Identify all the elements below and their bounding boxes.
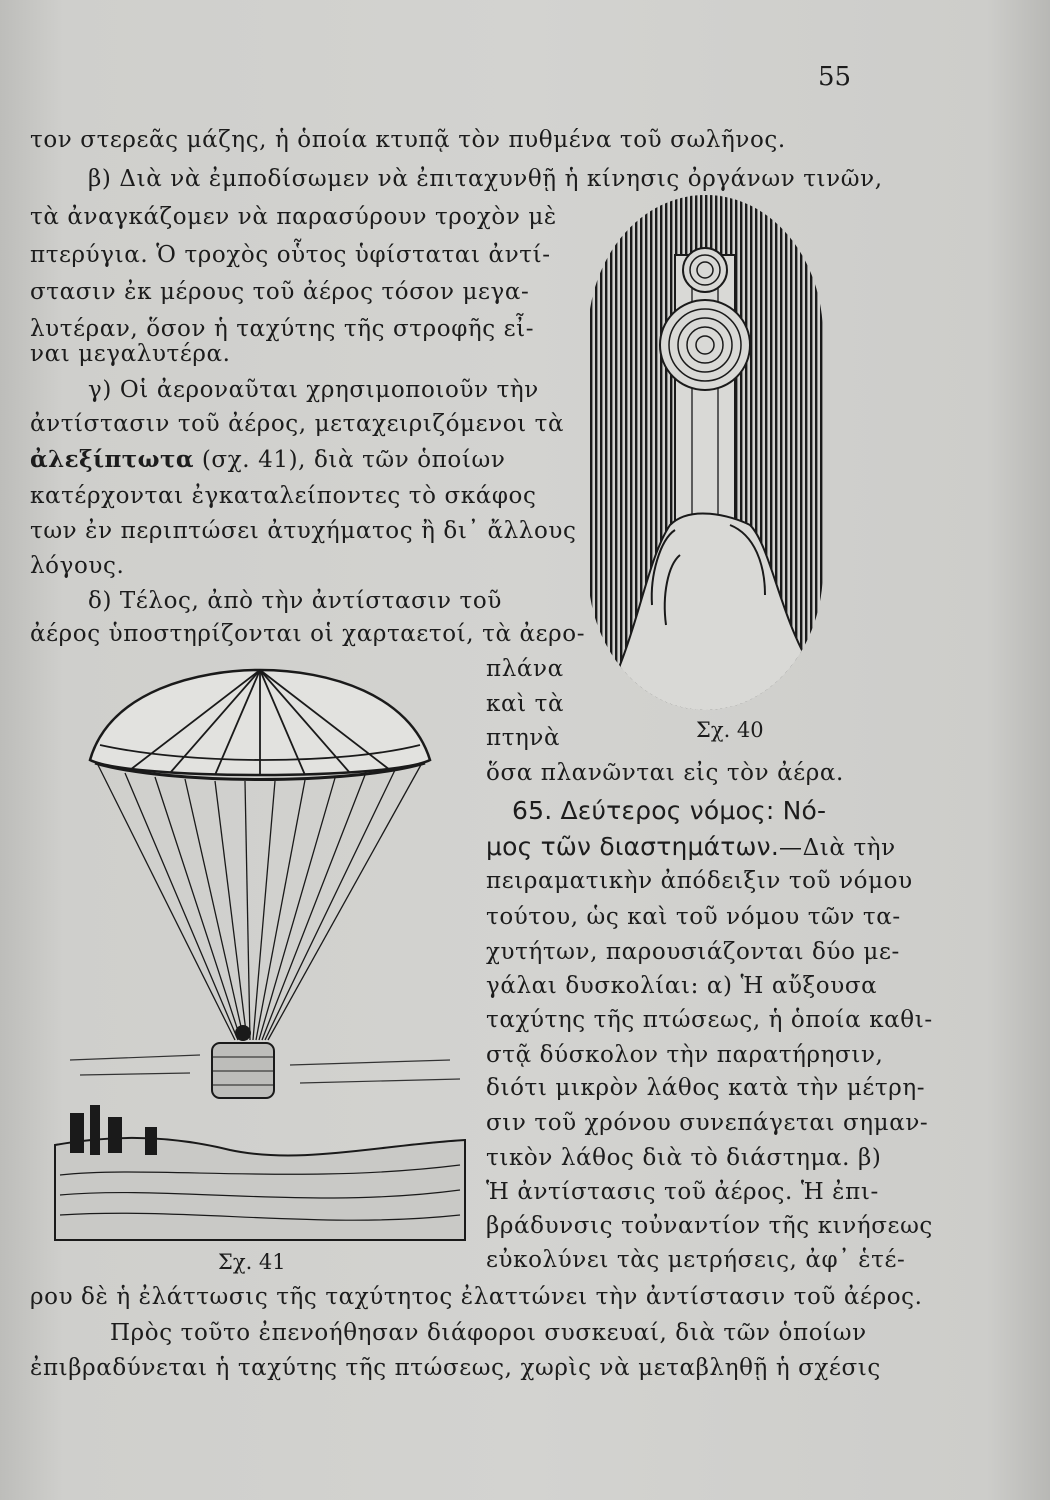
text-line: τον στερεᾶς μάζης, ἡ ὁποία κτυπᾷ τὸν πυθμένα τοῦ σωλῆνος. — [30, 127, 786, 153]
page-number: 55 — [818, 62, 852, 92]
section-heading-part: μος τῶν διαστημάτων. — [486, 832, 779, 861]
text-line: καὶ τὰ — [486, 691, 565, 717]
text-line: πειραματικὴν ἀπόδειξιν τοῦ νόμου — [486, 868, 913, 894]
text-line: ταχύτης τῆς πτώσεως, ἡ ὁποία καθι- — [486, 1007, 933, 1033]
figure-41-caption: Σχ. 41 — [218, 1250, 286, 1274]
text-line: τούτου, ὡς καὶ τοῦ νόμου τῶν τα- — [486, 904, 901, 930]
text-line: γ) Οἱ ἀεροναῦται χρησιμοποιοῦν τὴν — [88, 377, 539, 403]
text-line-alexiptota — [30, 445, 505, 475]
text-line: διότι μικρὸν λάθος κατὰ τὴν μέτρη- — [486, 1075, 926, 1101]
text-line: ναι μεγαλυτέρα. — [30, 341, 231, 367]
text-line: πλάνα — [486, 656, 564, 682]
text-line: χυτήτων, παρουσιάζονται δύο με- — [486, 939, 900, 965]
text-line: Πρὸς τοῦτο ἐπενοήθησαν διάφοροι συσκευαί, διὰ τῶν ὁποίων — [110, 1320, 867, 1346]
section-heading: 65. Δεύτερος νόμος: Νό- — [512, 796, 827, 825]
text-line: των ἐν περιπτώσει ἀτυχήματος ἢ δι᾽ ἄλλους — [30, 518, 577, 544]
text-line: Ἡ ἀντίστασις τοῦ ἀέρος. Ἡ ἐπι- — [486, 1179, 879, 1205]
text-line: βράδυνσις τοὐναντίον τῆς κινήσεως — [486, 1213, 933, 1239]
section-heading-line2 — [486, 832, 896, 863]
text-line: τὰ ἀναγκάζομεν νὰ παρασύρουν τροχὸν μὲ — [30, 204, 557, 230]
text-line: ἐπιβραδύνεται ἡ ταχύτης τῆς πτώσεως, χωρὶς νὰ μεταβληθῇ ἡ σχέσις — [30, 1355, 881, 1381]
figure-41-parachute-illustration — [50, 665, 470, 1245]
text-line: β) Διὰ νὰ ἐμποδίσωμεν νὰ ἐπιταχυνθῇ ἡ κίνησις ὀργάνων τινῶν, — [88, 166, 883, 192]
text-line: τικὸν λάθος διὰ τὸ διάστημα. β) — [486, 1145, 882, 1171]
term-alexiptota: ἀλεξίπτωτα — [30, 446, 194, 473]
text-line: ἀντίστασιν τοῦ ἀέρος, μεταχειριζόμενοι τὰ — [30, 411, 565, 437]
text-line: ὅσα πλανῶνται εἰς τὸν ἀέρα. — [486, 760, 844, 786]
figure-40-tube-illustration — [580, 195, 830, 715]
text-line: πτερύγια. Ὁ τροχὸς οὗτος ὑφίσταται ἀντί- — [30, 242, 551, 268]
text-line: πτηνὰ — [486, 725, 561, 751]
text-line: στᾷ δύσκολον τὴν παρατήρησιν, — [486, 1042, 884, 1068]
figure-40-caption: Σχ. 40 — [696, 718, 764, 742]
text-line: γάλαι δυσκολίαι: α) Ἡ αὔξουσα — [486, 973, 878, 999]
text-fragment: —Διὰ τὴν — [778, 835, 896, 861]
text-line: δ) Τέλος, ἀπὸ τὴν ἀντίστασιν τοῦ — [88, 588, 502, 614]
text-line: λυτέραν, ὅσον ἡ ταχύτης τῆς στροφῆς εἶ- — [30, 316, 535, 342]
text-line: κατέρχονται ἐγκαταλείποντες τὸ σκάφος — [30, 483, 537, 509]
text-line: ρου δὲ ἡ ἐλάττωσις τῆς ταχύτητος ἐλαττώνει τὴν ἀντίστασιν τοῦ ἀέρος. — [30, 1284, 923, 1310]
text-fragment: (σχ. 41), διὰ τῶν ὁποίων — [193, 447, 506, 473]
text-line: λόγους. — [30, 553, 125, 579]
text-line: ἀέρος ὑποστηρίζονται οἱ χαρταετοί, τὰ ἀερο- — [30, 621, 586, 647]
text-line: εὐκολύνει τὰς μετρήσεις, ἀφ᾽ ἑτέ- — [486, 1247, 906, 1273]
text-line: σιν τοῦ χρόνου συνεπάγεται σημαν- — [486, 1110, 929, 1136]
text-line: στασιν ἐκ μέρους τοῦ ἀέρος τόσον μεγα- — [30, 279, 530, 305]
